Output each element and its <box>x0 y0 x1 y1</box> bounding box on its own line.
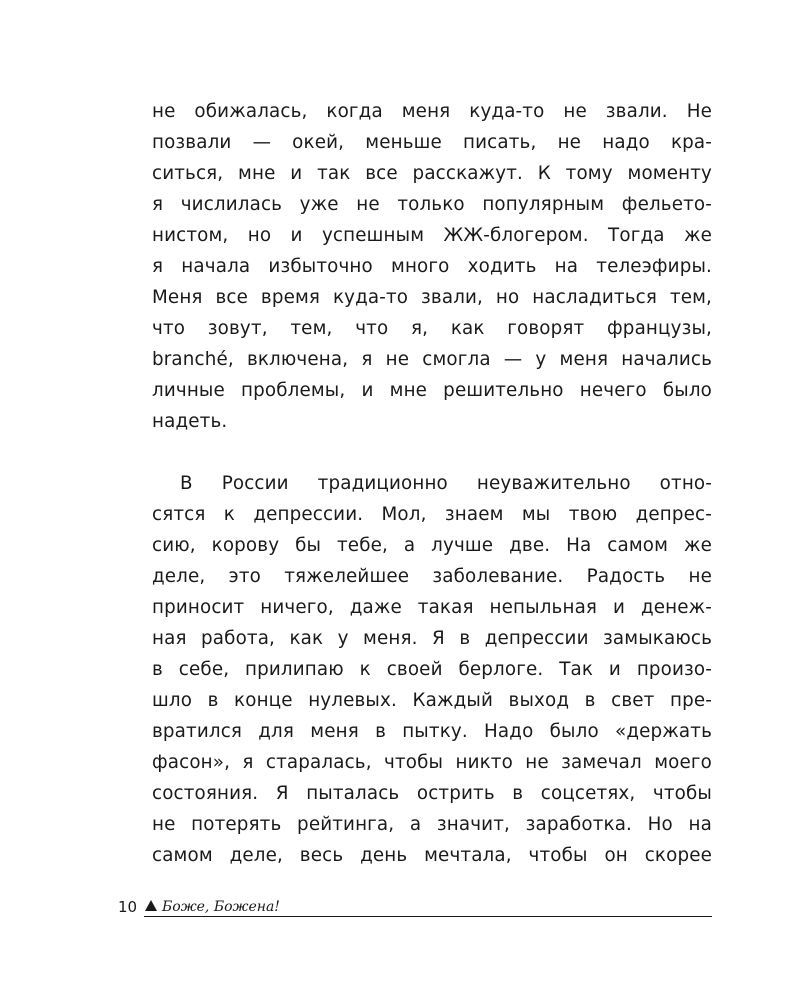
triangle-up-icon <box>145 900 157 911</box>
text-line: в себе, прилипаю к своей берлоге. Так и произо- <box>152 659 712 680</box>
text-line: не обижалась, когда меня куда-то не звали. Не <box>152 101 712 122</box>
page-number: 10 <box>118 898 138 916</box>
text-line: branché, включена, я не смогла — у меня начались <box>152 349 712 370</box>
text-line: ситься, мне и так все расскажут. К тому моменту <box>152 163 712 184</box>
text-line: шло в конце нулевых. Каждый выход в свет пре- <box>152 690 712 711</box>
text-line: фасон», я старалась, чтобы никто не замечал моего <box>152 752 712 773</box>
text-line: что зовут, тем, что я, как говорят французы, <box>152 318 712 339</box>
footer-rule <box>144 916 712 917</box>
text-line: самом деле, весь день мечтала, чтобы он скорее <box>152 845 712 866</box>
paragraph-2 <box>152 468 712 871</box>
text-line: вратился для меня в пытку. Надо было «держать <box>152 721 712 742</box>
text-line: не потерять рейтинга, а значит, заработка. Но на <box>152 814 712 835</box>
text-line: Меня все время куда-то звали, но насладиться тем, <box>152 287 712 308</box>
paragraph-1 <box>152 96 712 437</box>
text-line: нистом, но и успешным ЖЖ-блогером. Тогда же <box>152 225 712 246</box>
page-footer <box>118 895 712 919</box>
text-line: состояния. Я пыталась острить в соцсетях, чтобы <box>152 783 712 804</box>
text-line: сятся к депрессии. Мол, знаем мы твою депрес- <box>152 504 712 525</box>
text-line: я числилась уже не только популярным фельето- <box>152 194 712 215</box>
text-line: сию, корову бы тебе, а лучше две. На самом же <box>152 535 712 556</box>
text-line: ная работа, как у меня. Я в депрессии замыкаюсь <box>152 628 712 649</box>
text-line: личные проблемы, и мне решительно нечего было <box>152 380 712 401</box>
text-line: приносит ничего, даже такая непыльная и денеж- <box>152 597 712 618</box>
text-line: я начала избыточно много ходить на телеэфиры. <box>152 256 712 277</box>
text-line: деле, это тяжелейшее заболевание. Радость не <box>152 566 712 587</box>
text-line: В России традиционно неуважительно отно- <box>180 473 712 494</box>
running-title: Боже, Божена! <box>162 899 280 915</box>
text-line: позвали — окей, меньше писать, не надо кра- <box>152 132 712 153</box>
text-line: надеть. <box>152 411 228 432</box>
